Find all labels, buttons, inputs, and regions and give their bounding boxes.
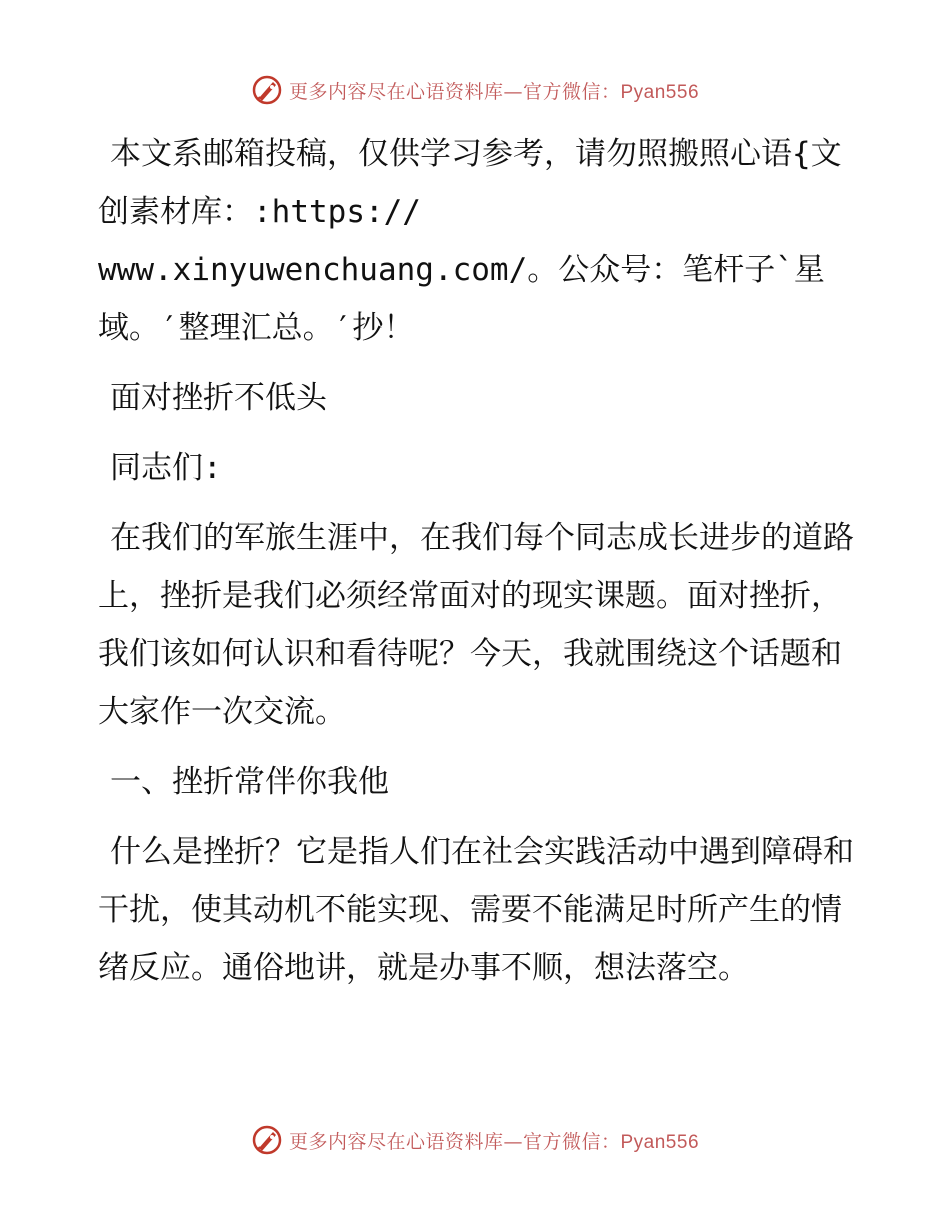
footer-banner-text — [289, 1127, 699, 1154]
header-banner — [0, 70, 950, 110]
header-banner-main: 更多内容尽在心语资料库—官方微信： — [288, 80, 621, 103]
section-heading: 一、挫折常伴你我他 — [110, 764, 389, 800]
body-paragraph: 什么是挫折？它是指人们在社会实践活动中遇到障碍和干扰，使其动机不能实现、需要不能满足时所产生的情绪反应。通俗地讲，就是办事不顺，想法落空。 — [98, 834, 854, 986]
header-banner-wechat: Pyan556 — [620, 81, 700, 103]
intro-notice-paragraph: 本文系邮箱投稿，仅供学习参考，请勿照搬照心语{文创素材库：:https:// www.xinyuwenchuang.com/。公众号：笔杆子`星域。′整理汇总。′抄！ — [98, 136, 842, 346]
salutation: 同志们: — [110, 450, 222, 486]
pen-nib-logo-icon — [251, 1124, 283, 1156]
document-body — [98, 125, 858, 1009]
document-title: 面对挫折不低头 — [110, 380, 327, 416]
body-paragraph: 在我们的军旅生涯中，在我们每个同志成长进步的道路上，挫折是我们必须经常面对的现实课题。面对挫折，我们该如何认识和看待呢？今天，我就围绕这个话题和大家作一次交流。 — [98, 520, 854, 730]
footer-banner — [0, 1120, 950, 1160]
footer-banner-wechat: Pyan556 — [620, 1131, 700, 1153]
pen-nib-logo-icon — [251, 74, 283, 106]
footer-banner-main: 更多内容尽在心语资料库—官方微信： — [288, 1130, 621, 1153]
header-banner-text — [289, 77, 699, 104]
